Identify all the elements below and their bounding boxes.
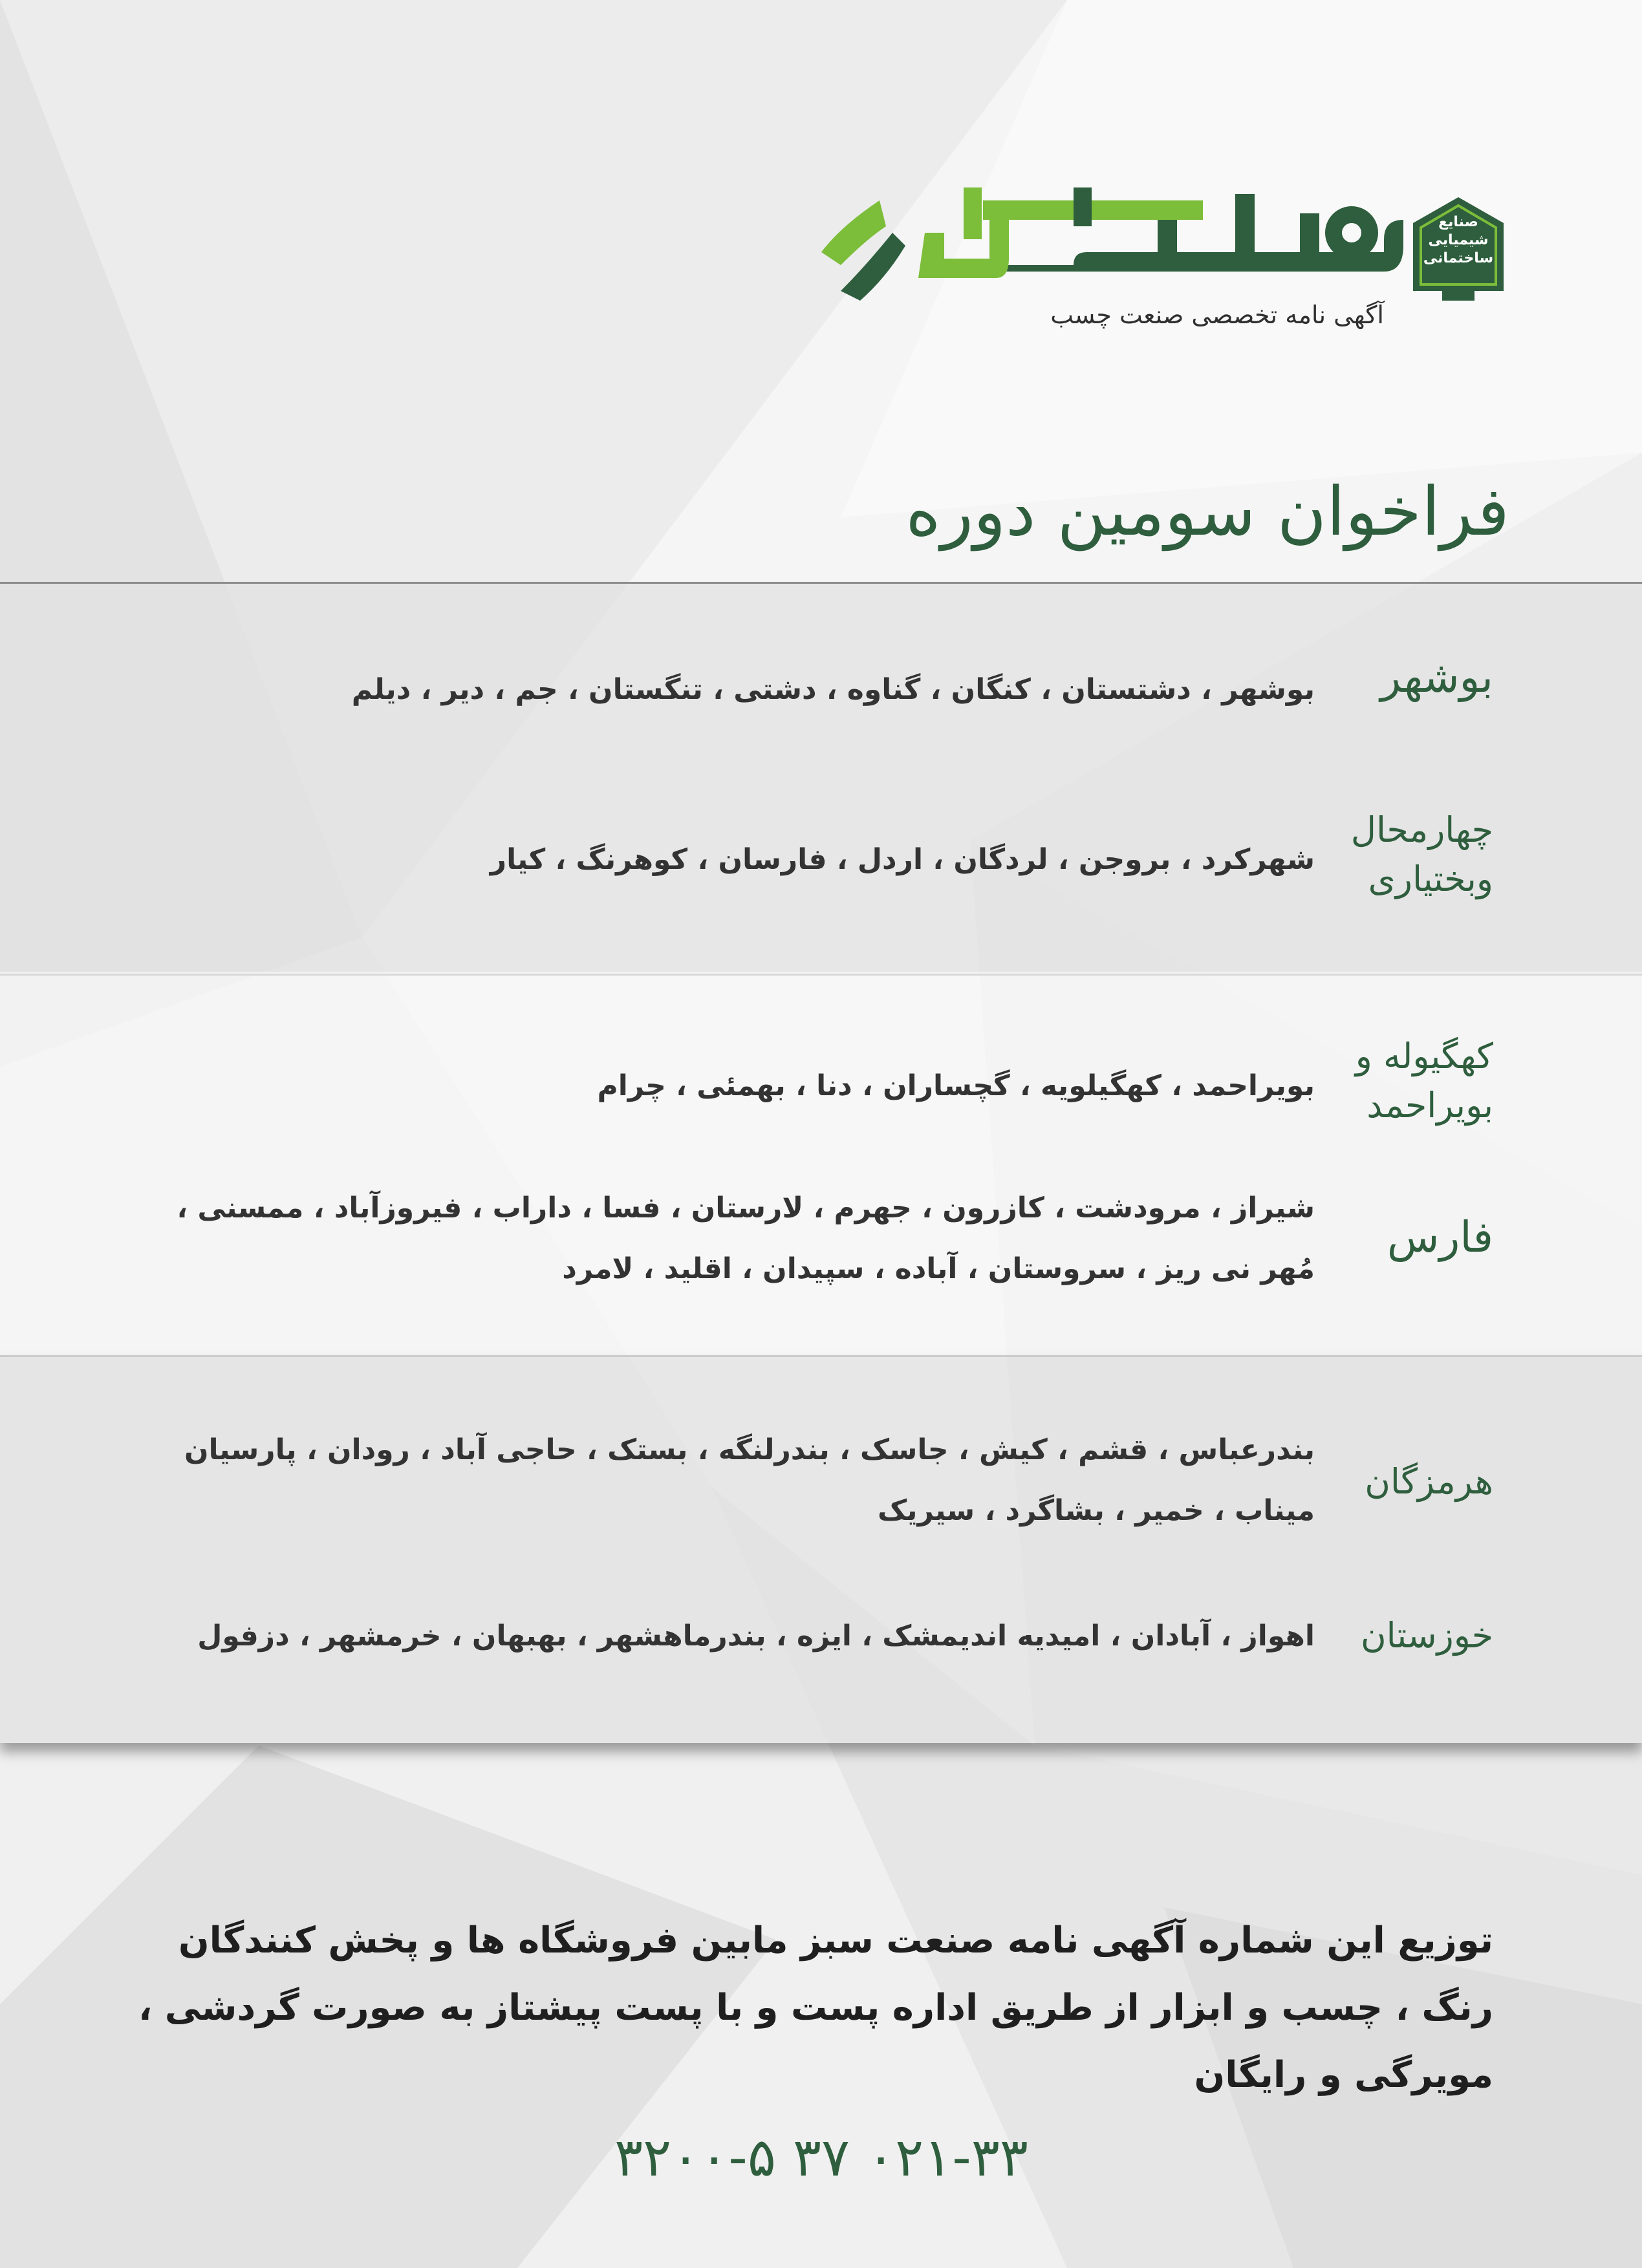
province-cities: شهرکرد ، بروجن ، لردگان ، اردل ، فارسان ، کوهرنگ ، کیار xyxy=(490,843,1315,876)
province-name: خوزستان xyxy=(1360,1615,1493,1656)
province-cities: شیراز ، مرودشت ، کازرون ، جهرم ، لارستان ، فسا ، داراب ، فیروزآباد ، ممسنی ، مُهر نی ریز ، سروستان ، آباده ، سپیدان ، اقلید ، لامرد xyxy=(177,1192,1315,1285)
province-cities: بویراحمد ، کهگیلویه ، گچساران ، دنا ، بهمئی ، چرام xyxy=(597,1069,1315,1102)
province-name: بوشهر xyxy=(1380,652,1493,702)
province-cities: بندرعباس ، قشم ، کیش ، جاسک ، بندرلنگه ، بستک ، حاجی آباد ، رودان ، پارسیان میناب ، خمیر ، بشاگرد ، سیریک xyxy=(184,1433,1315,1527)
phone-number: ۰۲۱-۳۳ ۳۷ ۳۲۰۰-۵ xyxy=(614,2127,1028,2188)
province-name: چهارمحال وبختیاری xyxy=(1350,809,1493,899)
province-name: فارس xyxy=(1387,1212,1493,1262)
brand-tagline: آگهی نامه تخصصی صنعت چسب xyxy=(1050,301,1384,329)
province-cities: اهواز ، آبادان ، امیدیه اندیمشک ، ایزه ، بندرماهشهر ، بهبهان ، خرمشهر ، دزفول xyxy=(197,1620,1315,1653)
wordmark-logo xyxy=(815,175,1410,304)
province-band-1 xyxy=(0,582,1642,976)
province-name: کهگیوله و بویراحمد xyxy=(1355,1036,1493,1126)
badge-text: صنایع شیمیایی ساختمانی xyxy=(1423,214,1494,266)
province-name: هرمزگان xyxy=(1365,1461,1493,1502)
distribution-note: توزیع این شماره آگهی نامه صنعت سبز مابین فروشگاه ها و پخش کنندگان رنگ ، چسب و ابزار از طریق اداره پست و با پست پیشتاز به صورت گردشی ، مویرگی و رایگان xyxy=(138,1920,1493,2096)
province-band-3 xyxy=(0,1355,1642,1743)
province-cities: بوشهر ، دشتستان ، کنگان ، گناوه ، دشتی ، تنگستان ، جم ، دیر ، دیلم xyxy=(351,673,1315,706)
page-title: فراخوان سومین دوره xyxy=(905,471,1509,551)
brand-logo xyxy=(815,168,1507,343)
